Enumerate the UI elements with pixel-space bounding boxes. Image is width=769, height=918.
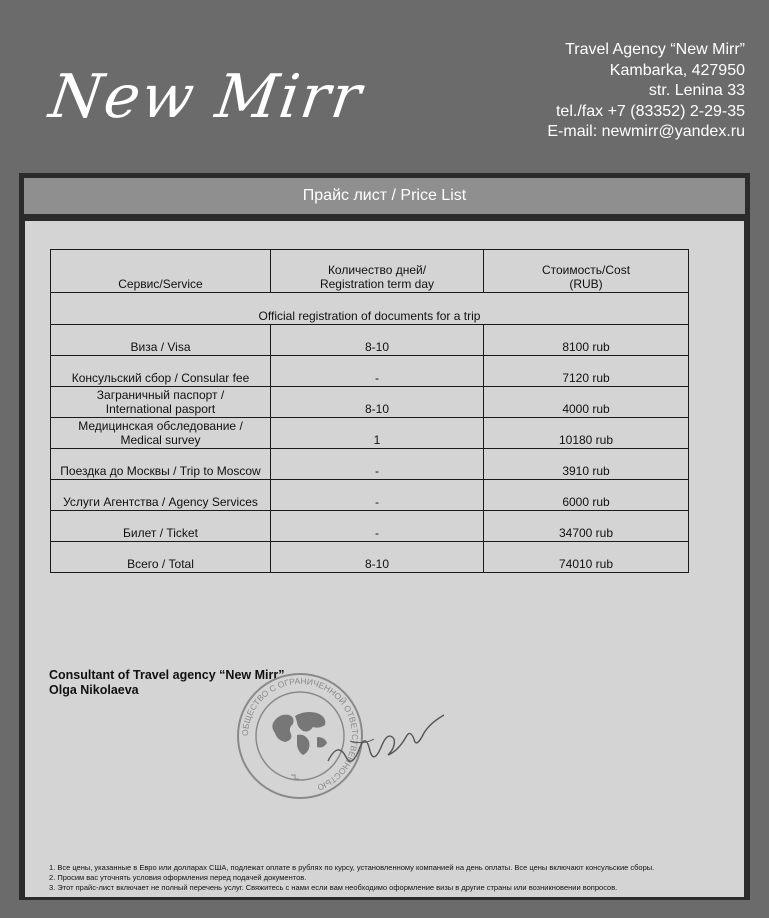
contact-agency: Travel Agency “New Mirr” [565,41,745,58]
footnote-2: 2. Просим вас уточнять условия оформления перед подачей документов. [49,873,307,882]
panel-title: Прайс лист / Price List [24,178,745,214]
service-cell: Заграничный паспорт / International pasport [51,387,271,418]
footnote-3: 3. Этот прайс-лист включает не полный перечень услуг. Свяжитесь с нами если вам необходимо оформление визы в другие страны или возникновении вопросов. [49,883,618,892]
header-cost: Стоимость/Cost (RUB) [484,250,689,293]
days-cell: 8-10 [271,325,484,356]
table-row [51,325,689,356]
header-days: Количество дней/ Registration term day [271,250,484,293]
section-title: Official registration of documents for a trip [51,293,689,325]
service-cell: Виза / Visa [51,325,271,356]
service-cell: Всего / Total [51,542,271,573]
days-cell: - [271,449,484,480]
price-sheet [25,221,744,897]
days-cell: - [271,480,484,511]
cost-cell: 8100 rub [484,325,689,356]
stamp-ring-text: ОБЩЕСТВО С ОГРАНИЧЕННОЙ ОТВЕТСТВЕННОСТЬЮ [239,675,361,793]
service-cell: Билет / Ticket [51,511,271,542]
service-cell: Поездка до Москвы / Trip to Moscow [51,449,271,480]
header-service: Сервис/Service [51,250,271,293]
days-cell: 8-10 [271,542,484,573]
table-row [51,511,689,542]
cost-cell: 10180 rub [484,418,689,449]
consultant-name: Olga Nikolaeva [49,683,139,697]
table-row [51,418,689,449]
days-cell: 8-10 [271,387,484,418]
cost-cell: 6000 rub [484,480,689,511]
days-cell: 1 [271,418,484,449]
table-row [51,449,689,480]
brand-logo: New Mirr [45,62,368,132]
cost-cell: 7120 rub [484,356,689,387]
contact-phone: tel./fax +7 (83352) 2-29-35 [555,102,745,120]
consultant-signature [320,711,460,781]
cost-cell: 74010 rub [484,542,689,573]
cost-cell: 3910 rub [484,449,689,480]
cost-cell: 34700 rub [484,511,689,542]
section-row [51,293,689,325]
price-list-panel [19,173,750,900]
consultant-title: Consultant of Travel agency “New Mirr” [49,668,285,682]
service-cell: Консульский сбор / Consular fee [51,356,271,387]
cost-cell: 4000 rub [484,387,689,418]
table-row [51,387,689,418]
contact-city: Kambarka, 427950 [609,61,745,79]
price-table [50,249,689,573]
contact-email[interactable]: E-mail: newmirr@yandex.ru [547,123,745,140]
days-cell: - [271,356,484,387]
contact-block [547,40,745,143]
table-row [51,480,689,511]
table-row [51,356,689,387]
service-cell: Медицинская обследование / Medical survey [51,418,271,449]
contact-street: str. Lenina 33 [648,82,745,99]
table-header-row [51,250,689,293]
days-cell: - [271,511,484,542]
service-cell: Услуги Агентства / Agency Services [51,480,271,511]
footnote-1: 1. Все цены, указанные в Евро или долларах США, подлежат оплате в рублях по курсу, установленному компанией на день оплаты. Все цены включают консульские сборы. [49,863,655,872]
total-row [51,542,689,573]
footnotes [49,863,724,893]
